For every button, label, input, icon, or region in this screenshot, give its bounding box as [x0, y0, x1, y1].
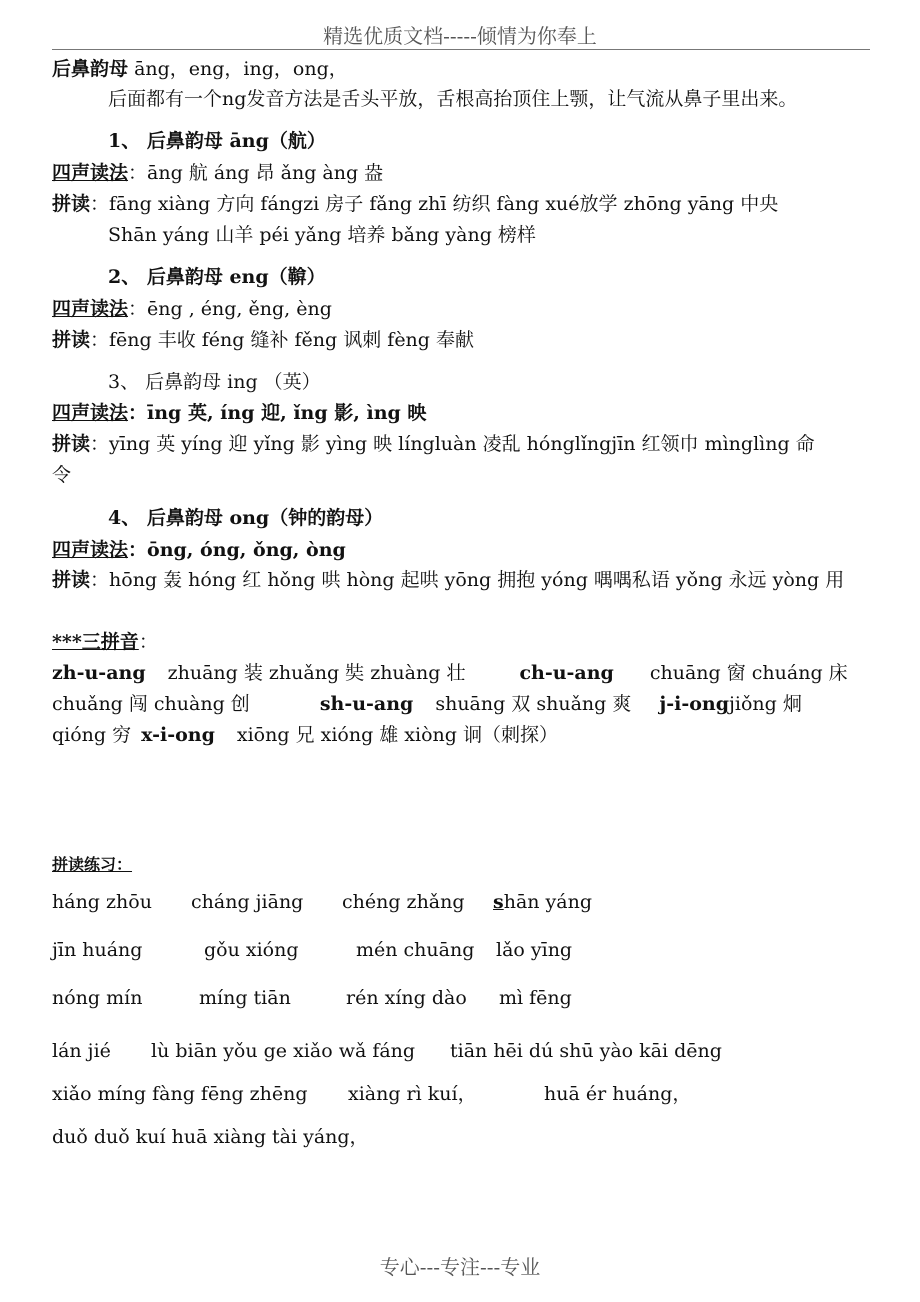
practice-item-rest: hān yáng: [503, 891, 593, 913]
section-1-reading: [52, 192, 778, 216]
intro-label: 后鼻韵母: [52, 58, 129, 80]
practice-item: tiān hēi dú shū yào kāi dēng: [450, 1040, 722, 1062]
triple-words: zhuāng 装 zhuǎng 奘 zhuàng 壮: [167, 662, 466, 684]
section-3-tones: [52, 401, 426, 425]
triple-pattern: zh-u-ang: [52, 662, 146, 684]
triple-title-line: [52, 630, 158, 654]
section-1-heading: 1、 后鼻韵母 āng（航）: [108, 130, 326, 152]
practice-item: xiàng rì kuí，: [348, 1083, 477, 1105]
reading-label: 拼读: [52, 329, 91, 351]
underlined-letter: s: [493, 891, 504, 913]
triple-words: jiǒng 炯: [729, 693, 802, 715]
practice-item: lǎo yīng: [496, 939, 573, 961]
reading-label: 拼读: [52, 193, 91, 215]
section-2-reading: [52, 328, 474, 352]
triple-words: shuāng 双 shuǎng 爽: [435, 693, 632, 715]
tones-text: ：ōng, óng, ǒng, òng: [128, 539, 346, 561]
reading-text: ：hōng 轰 hóng 红 hǒng 哄 hòng 起哄 yōng 拥抱 yóng 喁喁私语 yǒng 永远 yòng 用: [90, 569, 845, 591]
reading-text: ：fēng 丰收 féng 缝补 fěng 讽刺 fèng 奉献: [90, 329, 474, 351]
page-footer: 专心---专注---专业: [379, 1255, 541, 1279]
reading-text: ：yīng 英 yíng 迎 yǐng 影 yìng 映 língluàn 凌乱 hónglǐngjīn 红领巾 mìnglìng 命: [90, 433, 815, 455]
section-3-heading: 3、 后鼻韵母 ing （英）: [108, 371, 321, 393]
triple-row-3: [52, 723, 558, 747]
triple-row-2: [52, 692, 802, 716]
practice-item: nóng mín: [52, 987, 143, 1009]
tones-text: ：ēng , éng, ěng, èng: [128, 298, 332, 320]
practice-item: lù biān yǒu ge xiǎo wǎ fáng: [151, 1040, 416, 1062]
triple-words: chuǎng 闯 chuàng 创: [52, 693, 250, 715]
section-3-reading: [52, 432, 815, 456]
practice-item: huā ér huáng，: [544, 1083, 692, 1105]
section-1-tones: [52, 161, 383, 185]
page-header: 精选优质文档-----倾情为你奉上: [323, 24, 597, 48]
practice-item: xiǎo míng fàng fēng zhēng: [52, 1083, 308, 1105]
intro-finals: āng，eng，ing，ong，: [134, 58, 348, 80]
practice-item: chéng zhǎng: [342, 891, 465, 913]
practice-item: mì fēng: [499, 987, 572, 1009]
triple-pattern: ch-u-ang: [519, 662, 614, 684]
practice-item: duǒ duǒ kuí huā xiàng tài yáng，: [52, 1126, 369, 1148]
triple-words: chuāng 窗 chuáng 床: [649, 662, 848, 684]
reading-label: 拼读: [52, 433, 91, 455]
practice-item: míng tiān: [199, 987, 291, 1009]
triple-colon: ：: [138, 631, 158, 653]
practice-item: gǒu xióng: [204, 939, 299, 961]
section-1-reading-cont: Shān yáng 山羊 péi yǎng 培养 bǎng yàng 榜样: [108, 224, 536, 246]
triple-pattern: j-i-ong: [659, 693, 729, 715]
triple-pattern: sh-u-ang: [319, 693, 414, 715]
section-2-heading: 2、 后鼻韵母 eng（鞥）: [108, 266, 326, 288]
tones-label: 四声读法: [52, 162, 129, 184]
triple-row-1: [52, 661, 848, 685]
tones-text: ：āng 航 áng 昂 ǎng àng 盎: [128, 162, 384, 184]
practice-item-underlined-s: [493, 890, 592, 914]
practice-item: háng zhōu: [52, 891, 152, 913]
triple-title: ***三拼音: [52, 631, 139, 653]
practice-item: jīn huáng: [52, 939, 143, 961]
triple-words: xiōng 兄 xióng 雄 xiòng 诇（刺探）: [236, 724, 558, 746]
intro-description: 后面都有一个ng发音方法是舌头平放，舌根高抬顶住上颚，让气流从鼻子里出来。: [108, 88, 798, 110]
section-2-tones: [52, 297, 332, 321]
triple-pattern: x-i-ong: [141, 724, 215, 746]
practice-item: mén chuāng: [356, 939, 475, 961]
tones-text: ：īng 英, íng 迎, ǐng 影, ìng 映: [128, 402, 427, 424]
section-4-tones: [52, 538, 346, 562]
practice-item: cháng jiāng: [191, 891, 304, 913]
reading-label: 拼读: [52, 569, 91, 591]
section-4-reading: [52, 568, 844, 592]
intro-line: [52, 57, 348, 81]
triple-words: qióng 穷: [52, 724, 132, 746]
practice-title: 拼读练习：: [52, 855, 133, 874]
tones-label: 四声读法: [52, 402, 129, 424]
practice-item: lán jié: [52, 1040, 111, 1062]
section-4-heading: 4、 后鼻韵母 ong（钟的韵母）: [108, 507, 384, 529]
header-divider: [52, 49, 870, 50]
tones-label: 四声读法: [52, 539, 129, 561]
reading-text: ：fāng xiàng 方向 fángzi 房子 fǎng zhī 纺织 fàng xué放学 zhōng yāng 中央: [90, 193, 779, 215]
tones-label: 四声读法: [52, 298, 129, 320]
practice-item: rén xíng dào: [346, 987, 467, 1009]
section-3-reading-cont: 令: [52, 464, 72, 486]
